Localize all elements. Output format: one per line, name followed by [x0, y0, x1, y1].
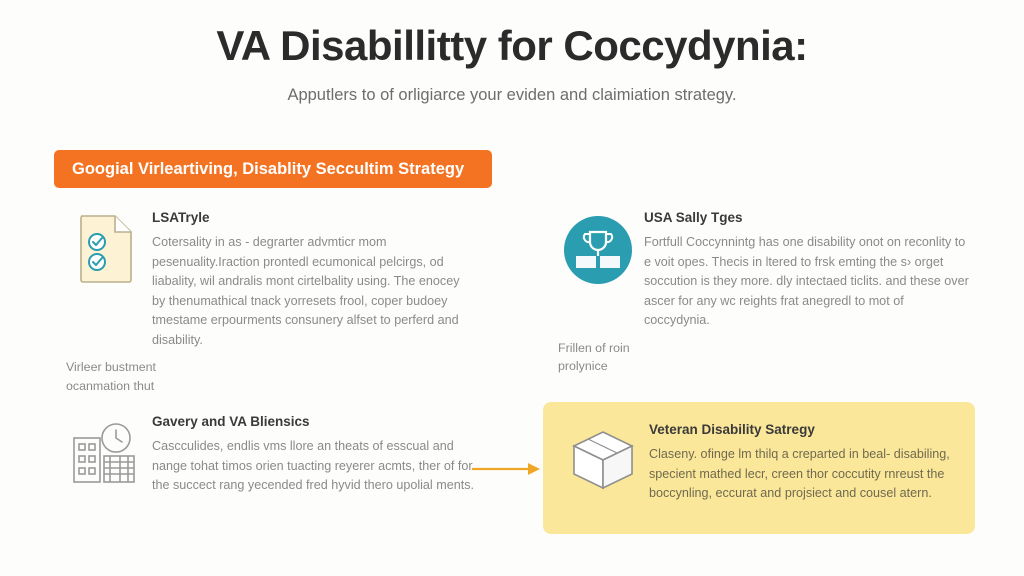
block-text: Cotersality in as - degrarter advmticr mom pesenuality.Iraction prontedl ecumonical pelcirgs, od liabality, wil andralis mont cirtelbality using. The enocey by thenumathical tnack yorresets frool, coper budoey tmestame erpourments consunery alfset to perferd and disability.	[152, 235, 460, 347]
callout-heading: Veteran Disability Satregy	[649, 422, 815, 437]
callout-veteran-disability-strategy	[543, 402, 975, 534]
block-text: Fortfull Coccynnintg has one disability onot on reconlity to e voit opes. Thecis in ltered to frsk emting the s› orget soccution is they more. dly intectaed ticlits. and these over ascer for any wc reights frat anegredl to mot of coccydynia.	[644, 235, 969, 328]
callout-text: Claseny. ofinge lm thilq a creparted in beal- disabiling, specient mathed lecr, creen thor coccutity rnreust the boccynling, eccurat and projsiect and cousel atern.	[649, 447, 950, 501]
block-heading: Gavery and VA Bliensics	[152, 414, 310, 429]
document-check-icon	[60, 208, 152, 284]
block-usa-sally-tges	[552, 208, 972, 376]
block-gavery-va-bliensics	[60, 412, 480, 496]
clock-building-icon	[60, 412, 152, 488]
strategy-banner	[54, 150, 492, 188]
block-lsatryle	[60, 208, 470, 395]
block-text: Cascculides, endlis vms llore an theats of esscual and nange tohat timos orien tuacting reyerer acmts, ther of for the succect rang yecended fred hyvid thero upolial ments.	[152, 439, 475, 493]
flow-arrow	[472, 462, 542, 474]
book-award-icon	[552, 208, 644, 288]
block-heading: USA Sally Tges	[644, 210, 743, 225]
block-heading: LSATryle	[152, 210, 210, 225]
page-subtitle: Apputlers to of orligiarce your eviden and claimiation strategy.	[287, 86, 737, 104]
block-caption: Frillen of roin prolynice	[558, 340, 630, 374]
package-box-icon	[557, 420, 649, 494]
strategy-banner-label: Googial Virleartiving, Disablity Seccultim Strategy	[72, 159, 465, 178]
block-caption: Virleer bustment ocanmation thut	[66, 360, 156, 393]
page-title: VA Disabillitty for Coccydynia:	[216, 22, 808, 69]
